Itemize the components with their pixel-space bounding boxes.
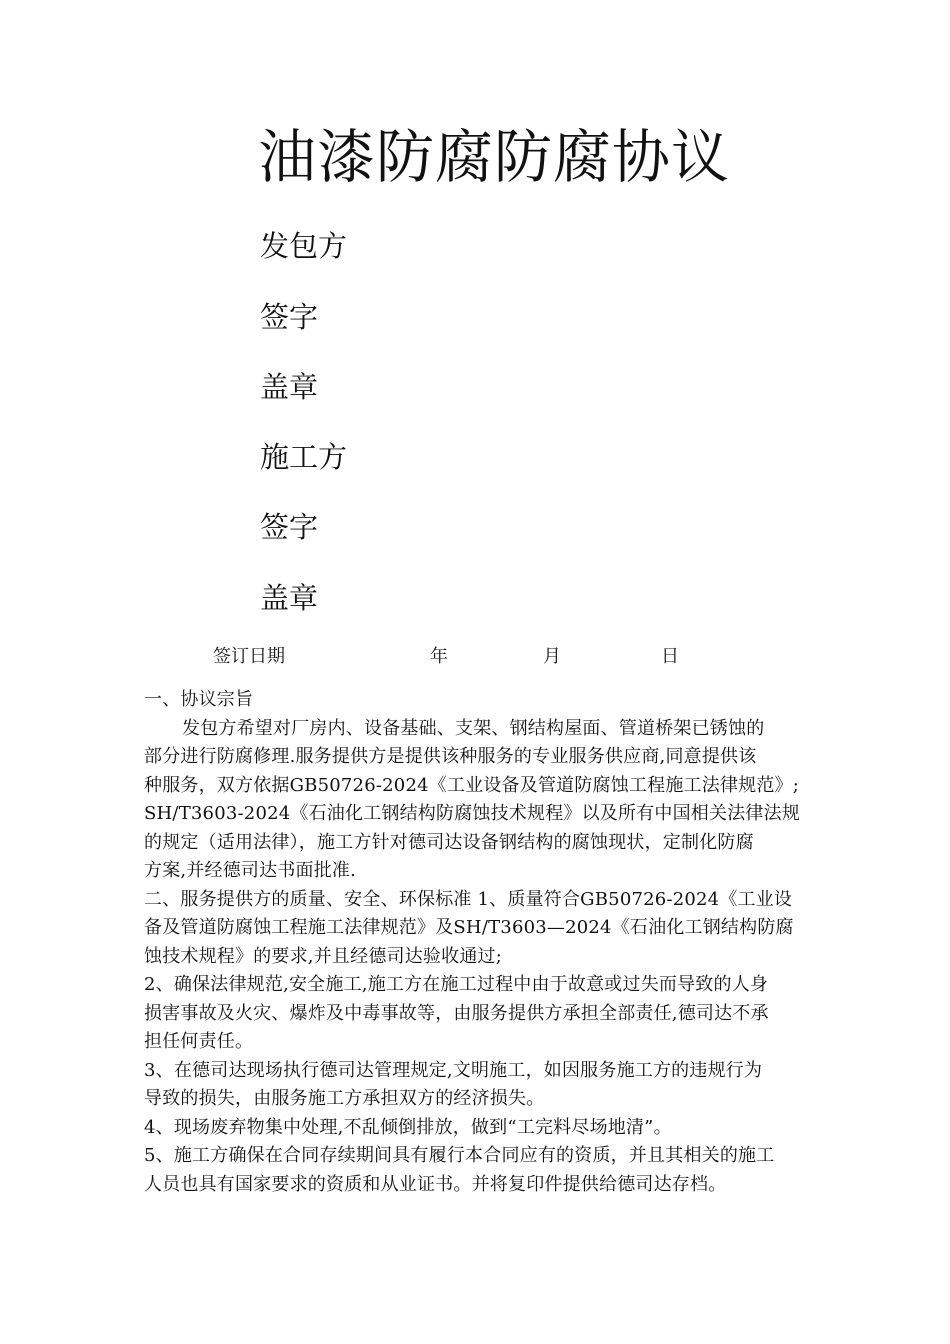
paragraph-line: 方案,并经德司达书面批准. [144, 860, 357, 881]
paragraph-line: 损害事故及火灾、爆炸及中毒事故等，由服务提供方承担全部责任,德司达不承 [144, 1002, 769, 1024]
employer-label: 发包方 [260, 229, 348, 263]
paragraph-line: 部分进行防腐修理.服务提供方是提供该种服务的专业服务供应商,同意提供该 [144, 746, 757, 767]
paragraph-line: 担任何责任。 [144, 1031, 254, 1052]
paragraph-line: 5、施工方确保在合同存续期间具有履行本合同应有的资质，并且其相关的施工 [144, 1145, 775, 1166]
signing-date-label: 签订日期 [213, 646, 285, 667]
paragraph-line: 人员也具有国家要求的资质和从业证书。并将复印件提供给德司达存档。 [144, 1173, 727, 1195]
date-month-label: 月 [543, 646, 561, 667]
date-day-label: 日 [661, 646, 679, 667]
contractor-seal-label: 盖章 [260, 581, 319, 615]
paragraph-line: 4、现场废弃物集中处理,不乱倾倒排放，做到“工完料尽场地清”。 [144, 1116, 672, 1138]
paragraph-line: 2、确保法律规范,安全施工,施工方在施工过程中由于故意或过失而导致的人身 [144, 974, 769, 995]
paragraph-line: 种服务，双方依据GB50726-2024《工业设备及管道防腐蚀工程施工法律规范》; [144, 774, 800, 796]
employer-seal-label: 盖章 [260, 370, 319, 404]
paragraph-line: 备及管道防腐蚀工程施工法律规范》及SH/T3603—2024《石油化工钢结构防腐 [144, 917, 794, 938]
contractor-sign-label: 签字 [260, 510, 319, 544]
document-title: 油漆防腐防腐协议 [258, 123, 731, 191]
paragraph-line: SH/T3603-2024《石油化工钢结构防腐蚀技术规程》以及所有中国相关法律法规 [144, 803, 800, 824]
paragraph-line: 蚀技术规程》的要求,并且经德司达验收通过; [144, 945, 502, 967]
paragraph-line: 发包方希望对厂房内、设备基础、支架、钢结构屋面、管道桥架已锈蚀的 [182, 717, 765, 739]
date-year-label: 年 [430, 646, 448, 667]
employer-sign-label: 签字 [260, 300, 319, 334]
paragraph-line: 3、在德司达现场执行德司达管理规定,文明施工，如因服务施工方的违规行为 [144, 1059, 763, 1081]
paragraph-line: 的规定（适用法律），施工方针对德司达设备钢结构的腐蚀现状，定制化防腐 [144, 831, 754, 853]
agreement-body [144, 686, 816, 1199]
paragraph-line: 导致的损失，由服务施工方承担双方的经济损失。 [144, 1088, 545, 1109]
section-heading: 二、服务提供方的质量、安全、环保标准 1、质量符合GB50726-2024《工业设 [144, 888, 793, 910]
section-heading: 一、协议宗旨 [144, 689, 254, 710]
contractor-label: 施工方 [260, 440, 348, 474]
